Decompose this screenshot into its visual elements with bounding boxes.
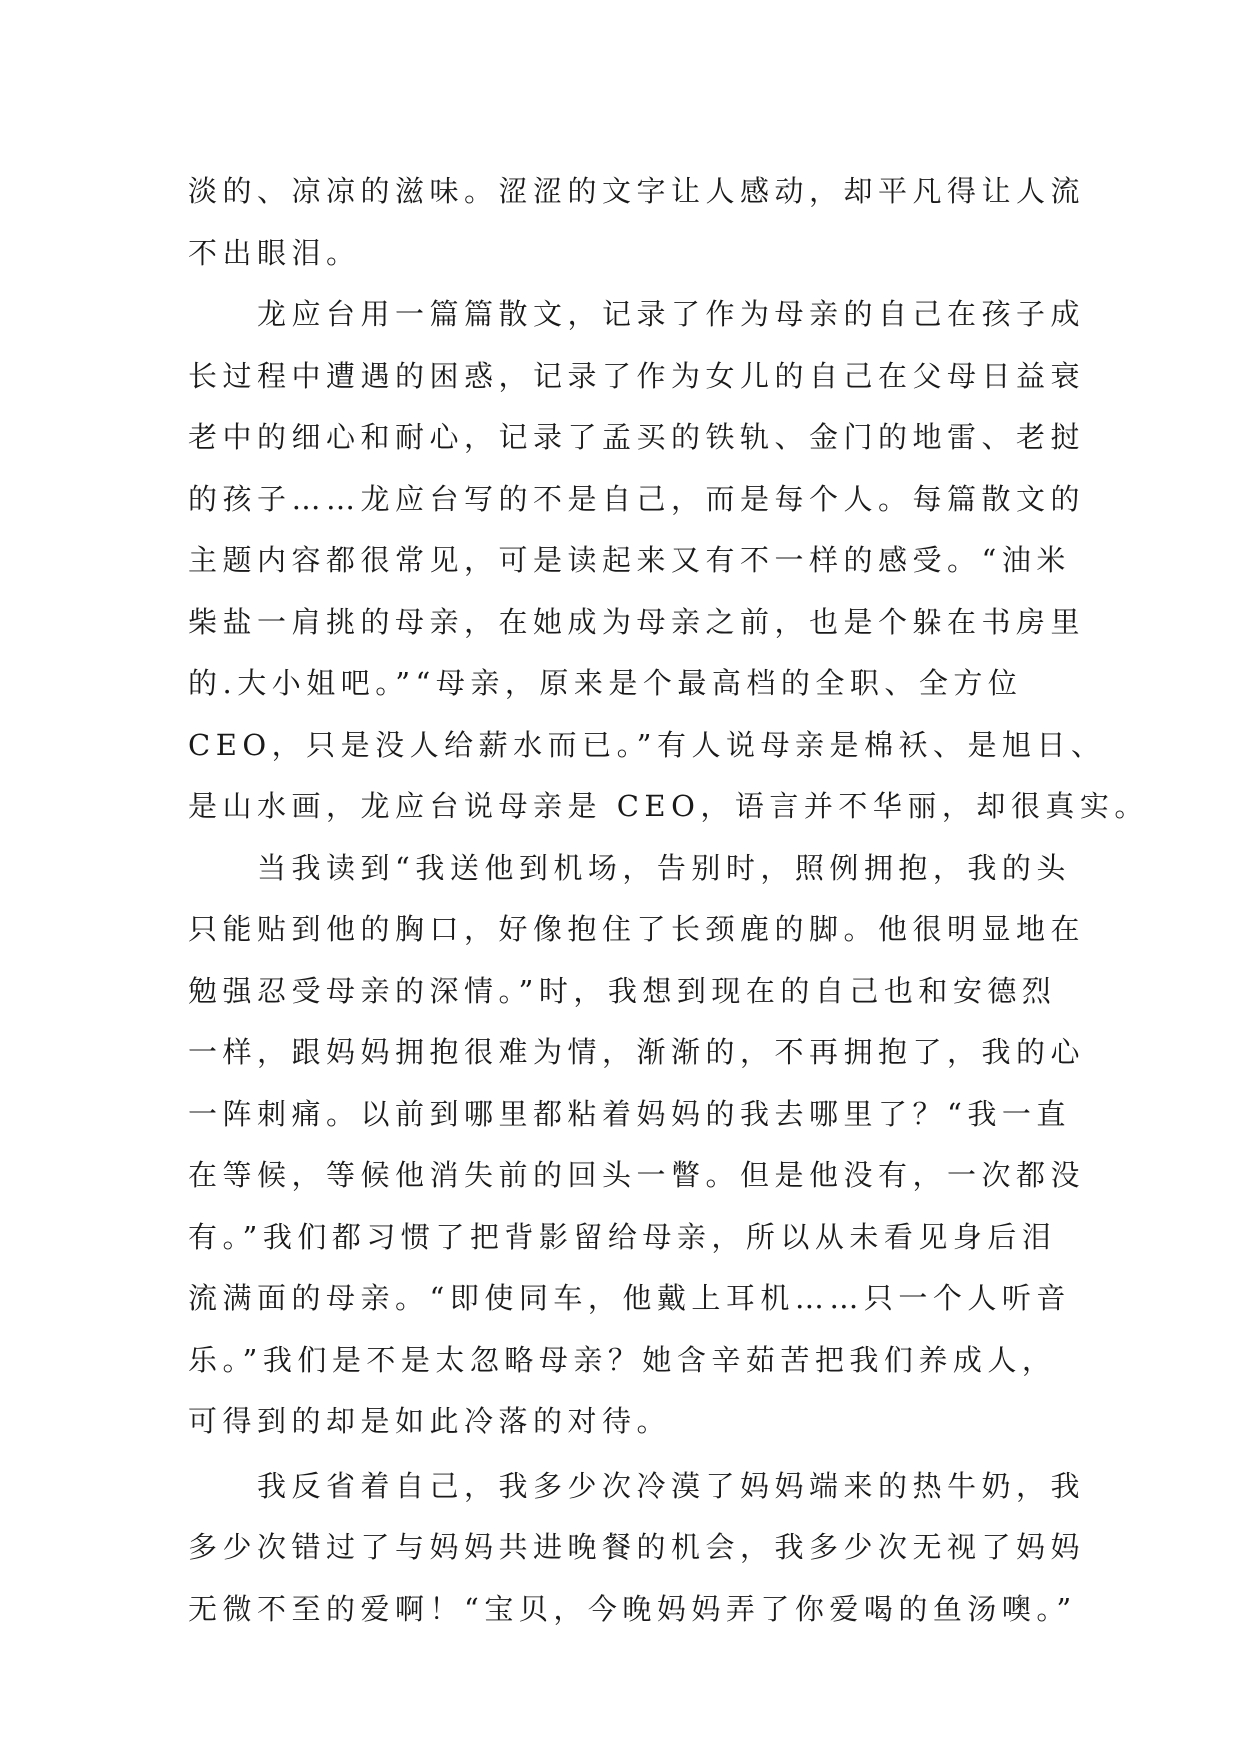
- text-line: 流满面的母亲。“即使同车，他戴上耳机……只一个人听音: [188, 1281, 1071, 1315]
- text-line: 只能贴到他的胸口，好像抱住了长颈鹿的脚。他很明显地在: [188, 912, 1086, 946]
- text-line: 不出眼泪。: [188, 235, 361, 270]
- paragraph-start-line: 龙应台用一篇篇散文，记录了作为母亲的自己在孩子成: [188, 297, 1086, 331]
- text-line: 在等候，等候他消失前的回头一瞥。但是他没有，一次都没: [188, 1158, 1086, 1192]
- text-line: 主题内容都很常见，可是读起来又有不一样的感受。“油米: [188, 543, 1071, 577]
- text-line: 柴盐一肩挑的母亲，在她成为母亲之前，也是个躲在书房里: [188, 604, 1086, 639]
- essay-body: [188, 161, 1149, 1640]
- text-line: 可得到的却是如此冷落的对待。: [188, 1404, 672, 1438]
- text-line: 的.大小姐吧。”“母亲，原来是个最高档的全职、全方位: [188, 666, 1023, 700]
- text-line: 是山水画，龙应台说母亲是 CEO，语言并不华丽，却很真实。: [188, 789, 1149, 823]
- text-line: 多少次错过了与妈妈共进晚餐的机会，我多少次无视了妈妈: [188, 1530, 1086, 1564]
- text-line: CEO，只是没人给薪水而已。”有人说母亲是棉袄、是旭日、: [188, 727, 1106, 762]
- text-line: 长过程中遭遇的困惑，记录了作为女儿的自己在父母日益衰: [188, 358, 1086, 393]
- text-line: 的孩子……龙应台写的不是自己，而是每个人。每篇散文的: [188, 481, 1086, 516]
- text-line: 乐。”我们是不是太忽略母亲？她含辛茹苦把我们养成人，: [188, 1342, 1057, 1377]
- text-line: 一样，跟妈妈拥抱很难为情，渐渐的，不再拥抱了，我的心: [188, 1035, 1086, 1069]
- text-line: 一阵刺痛。以前到哪里都粘着妈妈的我去哪里了？“我一直: [188, 1096, 1071, 1131]
- text-line: 无微不至的爱啊！“宝贝，今晚妈妈弄了你爱喝的鱼汤噢。”: [188, 1591, 1077, 1626]
- paragraph-start-line: 当我读到“我送他到机场，告别时，照例拥抱，我的头: [188, 850, 1071, 885]
- text-line: 勉强忍受母亲的深情。”时，我想到现在的自己也和安德烈: [188, 973, 1057, 1008]
- paragraph-start-line: 我反省着自己，我多少次冷漠了妈妈端来的热牛奶，我: [188, 1468, 1086, 1503]
- text-line: 老中的细心和耐心，记录了孟买的铁轨、金门的地雷、老挝: [188, 420, 1086, 454]
- text-line: 淡的、凉凉的滋味。涩涩的文字让人感动，却平凡得让人流: [188, 174, 1086, 208]
- text-line: 有。”我们都习惯了把背影留给母亲，所以从未看见身后泪: [188, 1219, 1057, 1254]
